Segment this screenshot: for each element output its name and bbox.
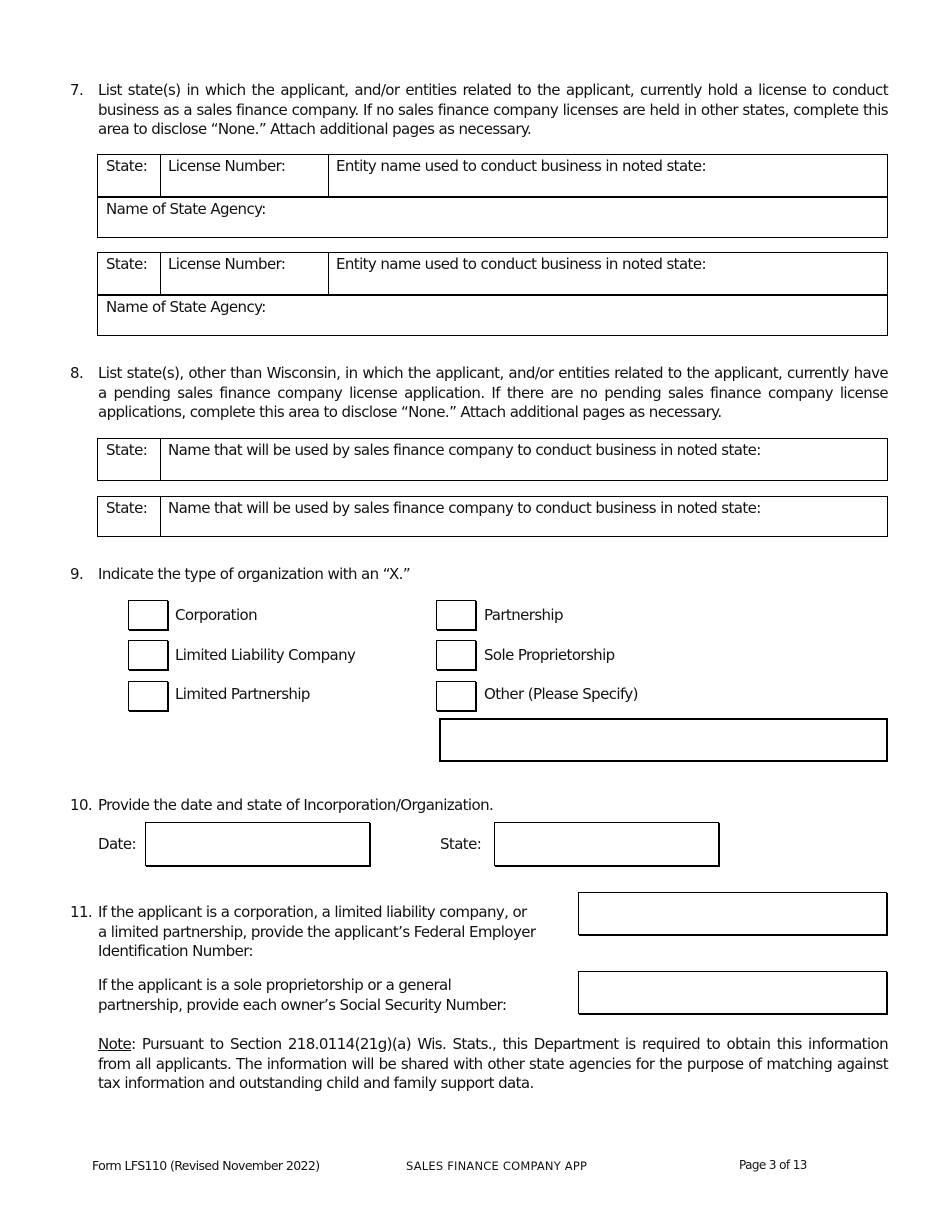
other-checkbox[interactable] xyxy=(436,681,476,711)
sole-proprietorship-label: Sole Proprietorship xyxy=(484,646,615,664)
q7-state-agency-field-2[interactable]: Name of State Agency: xyxy=(106,298,266,316)
q8-business-name-field-2[interactable]: Name that will be used by sales finance company to conduct business in noted state: xyxy=(168,499,761,517)
q7-license-number-field-1[interactable]: License Number: xyxy=(168,157,286,175)
q8-state-field-1[interactable]: State: xyxy=(106,441,148,459)
q8-pending-row-1 xyxy=(97,438,888,481)
page-number: Page 3 of 13 xyxy=(739,1158,807,1172)
note-paragraph xyxy=(98,1035,888,1094)
q7-license-block-2 xyxy=(97,252,888,336)
other-specify-input[interactable] xyxy=(439,718,888,762)
q8-business-name-field-1[interactable]: Name that will be used by sales finance company to conduct business in noted state: xyxy=(168,441,761,459)
q8-number: 8. xyxy=(70,364,84,382)
q9-number: 9. xyxy=(70,565,84,583)
llc-checkbox[interactable] xyxy=(128,640,168,670)
incorporation-date-input[interactable] xyxy=(145,822,370,866)
q8-pending-row-2 xyxy=(97,496,888,537)
form-title: SALES FINANCE COMPANY APP xyxy=(406,1159,588,1173)
q7-license-number-field-2[interactable]: License Number: xyxy=(168,255,286,273)
fein-input[interactable] xyxy=(578,892,887,935)
partnership-checkbox[interactable] xyxy=(436,600,476,630)
q7-number: 7. xyxy=(70,81,84,99)
note-text: : Pursuant to Section 218.0114(21g)(a) Wis. Stats., this Department is required to obtain this information from all applicants. The information will be shared with other state agencies for the purpose of matching against tax information and outstanding child and family support data. xyxy=(98,1035,888,1092)
q7-entity-name-field-1[interactable]: Entity name used to conduct business in noted state: xyxy=(336,157,706,175)
form-id: Form LFS110 (Revised November 2022) xyxy=(92,1158,320,1173)
other-label: Other (Please Specify) xyxy=(484,685,638,703)
date-label: Date: xyxy=(98,835,136,853)
q7-state-field-1[interactable]: State: xyxy=(106,157,148,175)
corporation-label: Corporation xyxy=(175,606,258,624)
llc-label: Limited Liability Company xyxy=(175,646,356,664)
q11-number: 11. xyxy=(70,903,93,921)
q7-entity-name-field-2[interactable]: Entity name used to conduct business in noted state: xyxy=(336,255,706,273)
limited-partnership-checkbox[interactable] xyxy=(128,681,168,711)
incorporation-state-input[interactable] xyxy=(494,822,719,866)
partnership-label: Partnership xyxy=(484,606,563,624)
q8-state-field-2[interactable]: State: xyxy=(106,499,148,517)
state-label: State: xyxy=(440,835,482,853)
corporation-checkbox[interactable] xyxy=(128,600,168,630)
note-label: Note xyxy=(98,1035,132,1053)
ssn-text: If the applicant is a sole proprietorship or a general partnership, provide each owner’s Social Security Number: xyxy=(98,976,507,1014)
q7-license-block-1 xyxy=(97,154,888,238)
limited-partnership-label: Limited Partnership xyxy=(175,685,310,703)
q7-state-field-2[interactable]: State: xyxy=(106,255,148,273)
q7-text: List state(s) in which the applicant, and/or entities related to the applicant, currently hold a license to conduct business as a sales finance company. If no sales finance company licenses are held in other states, complete this area to disclose “None.” Attach additional pages as necessary. xyxy=(98,81,888,138)
fein-text: If the applicant is a corporation, a limited liability company, or a limited partnership, provide the applicant’s Federal Employer Identification Number: xyxy=(98,903,536,960)
sole-proprietorship-checkbox[interactable] xyxy=(436,640,476,670)
q10-number: 10. xyxy=(70,796,93,814)
ssn-input[interactable] xyxy=(578,971,887,1014)
q8-text: List state(s), other than Wisconsin, in which the applicant, and/or entities related to the applicant, currently have a pending sales finance company license application. If there are no pending sales finance company license applications, complete this area to disclose “None.” Attach additional pages as necessary. xyxy=(98,364,888,421)
q10-text: Provide the date and state of Incorporation/Organization. xyxy=(98,796,494,814)
q7-state-agency-field-1[interactable]: Name of State Agency: xyxy=(106,200,266,218)
q9-text: Indicate the type of organization with an “X.” xyxy=(98,565,411,583)
